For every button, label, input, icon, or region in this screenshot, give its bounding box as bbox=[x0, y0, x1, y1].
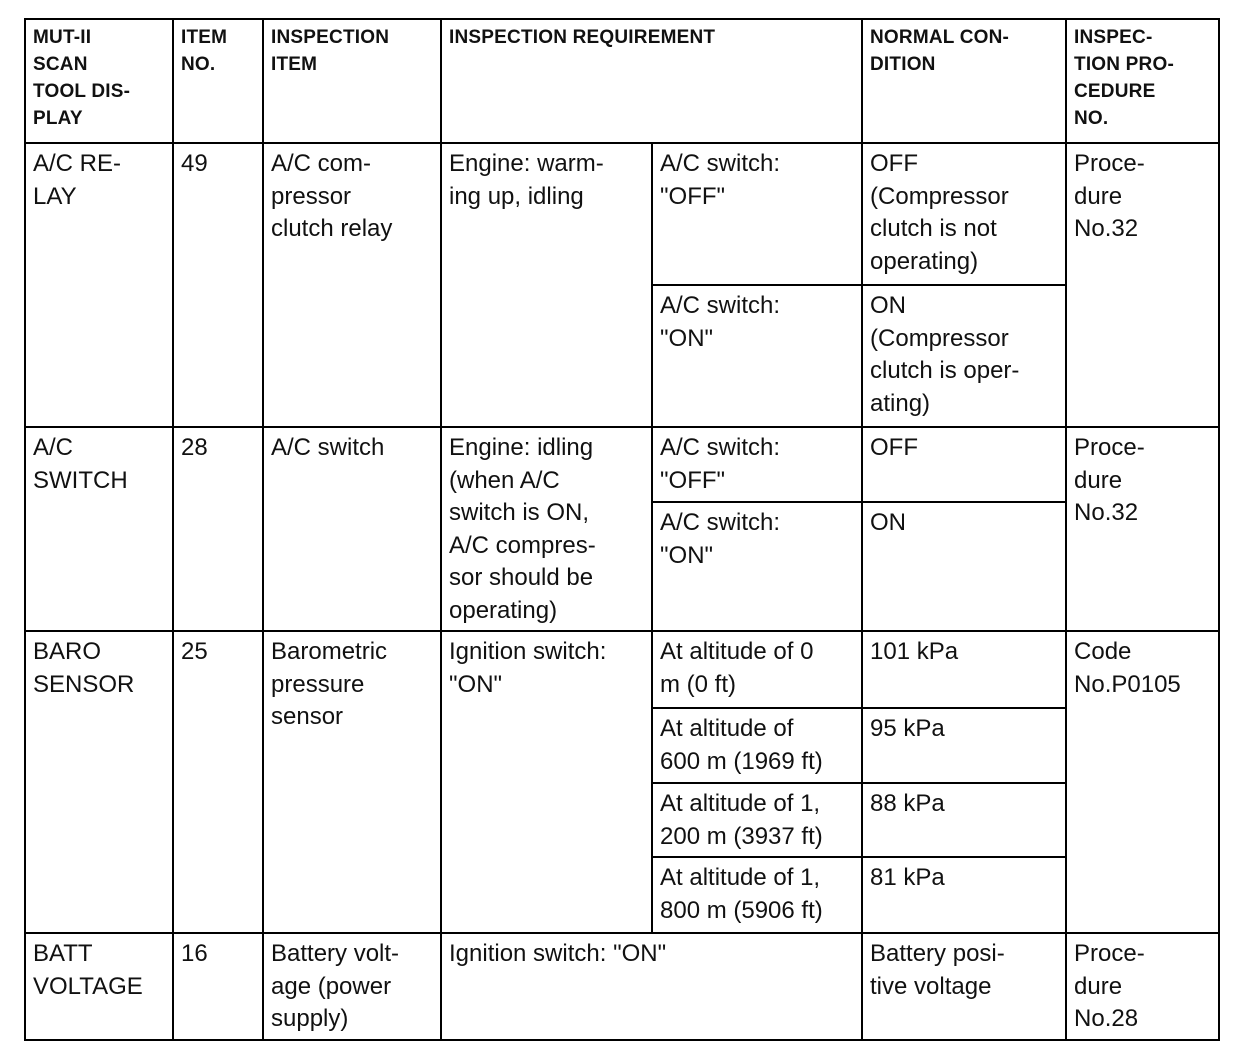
batt-voltage-item: Battery volt- age (power supply) bbox=[263, 933, 441, 1040]
ac-switch-procedure: Proce- dure No.32 bbox=[1066, 427, 1219, 631]
baro-sensor-display: BARO SENSOR bbox=[25, 631, 173, 933]
table-row bbox=[25, 143, 1219, 285]
ac-relay-procedure: Proce- dure No.32 bbox=[1066, 143, 1219, 427]
ac-relay-condition: Engine: warm- ing up, idling bbox=[441, 143, 652, 427]
baro-sensor-condition: Ignition switch: "ON" bbox=[441, 631, 652, 933]
ac-switch-on-req: A/C switch: "ON" bbox=[652, 502, 862, 631]
batt-voltage-normal: Battery posi- tive voltage bbox=[862, 933, 1066, 1040]
header-scan-tool-display: MUT-II SCAN TOOL DIS- PLAY bbox=[25, 19, 173, 143]
baro-altitude-1200-normal: 88 kPa bbox=[862, 783, 1066, 857]
ac-relay-item-no: 49 bbox=[173, 143, 263, 427]
ac-relay-switch-off-normal: OFF (Compressor clutch is not operating) bbox=[862, 143, 1066, 285]
batt-voltage-condition: Ignition switch: "ON" bbox=[441, 933, 862, 1040]
ac-switch-on-condition: ON bbox=[862, 502, 1066, 631]
header-row bbox=[25, 19, 1219, 143]
ac-switch-condition: Engine: idling (when A/C switch is ON, A/C compres- sor should be operating) bbox=[441, 427, 652, 631]
ac-relay-display: A/C RE- LAY bbox=[25, 143, 173, 427]
header-procedure-no: INSPEC- TION PRO- CEDURE NO. bbox=[1066, 19, 1219, 143]
ac-switch-off-req: A/C switch: "OFF" bbox=[652, 427, 862, 502]
header-inspection-requirement: INSPECTION REQUIREMENT bbox=[441, 19, 862, 143]
baro-altitude-1800-normal: 81 kPa bbox=[862, 857, 1066, 933]
batt-voltage-item-no: 16 bbox=[173, 933, 263, 1040]
ac-relay-switch-off-req: A/C switch: "OFF" bbox=[652, 143, 862, 285]
inspection-table bbox=[24, 18, 1220, 1041]
ac-switch-display: A/C SWITCH bbox=[25, 427, 173, 631]
ac-switch-off-condition: OFF bbox=[862, 427, 1066, 502]
baro-sensor-item: Barometric pressure sensor bbox=[263, 631, 441, 933]
baro-sensor-item-no: 25 bbox=[173, 631, 263, 933]
header-item-no: ITEM NO. bbox=[173, 19, 263, 143]
header-inspection-item: INSPECTION ITEM bbox=[263, 19, 441, 143]
ac-switch-item-no: 28 bbox=[173, 427, 263, 631]
table-row bbox=[25, 933, 1219, 1040]
baro-sensor-procedure: Code No.P0105 bbox=[1066, 631, 1219, 933]
baro-altitude-600-req: At altitude of 600 m (1969 ft) bbox=[652, 708, 862, 783]
ac-relay-switch-on-req: A/C switch: "ON" bbox=[652, 285, 862, 427]
baro-altitude-1200-req: At altitude of 1, 200 m (3937 ft) bbox=[652, 783, 862, 857]
header-normal-condition: NORMAL CON- DITION bbox=[862, 19, 1066, 143]
baro-altitude-1800-req: At altitude of 1, 800 m (5906 ft) bbox=[652, 857, 862, 933]
baro-altitude-600-normal: 95 kPa bbox=[862, 708, 1066, 783]
batt-voltage-procedure: Proce- dure No.28 bbox=[1066, 933, 1219, 1040]
ac-switch-item: A/C switch bbox=[263, 427, 441, 631]
batt-voltage-display: BATT VOLTAGE bbox=[25, 933, 173, 1040]
baro-altitude-0-req: At altitude of 0 m (0 ft) bbox=[652, 631, 862, 708]
ac-relay-switch-on-normal: ON (Compressor clutch is oper- ating) bbox=[862, 285, 1066, 427]
baro-altitude-0-normal: 101 kPa bbox=[862, 631, 1066, 708]
ac-relay-item: A/C com- pressor clutch relay bbox=[263, 143, 441, 427]
table-row bbox=[25, 427, 1219, 502]
table-row bbox=[25, 631, 1219, 708]
